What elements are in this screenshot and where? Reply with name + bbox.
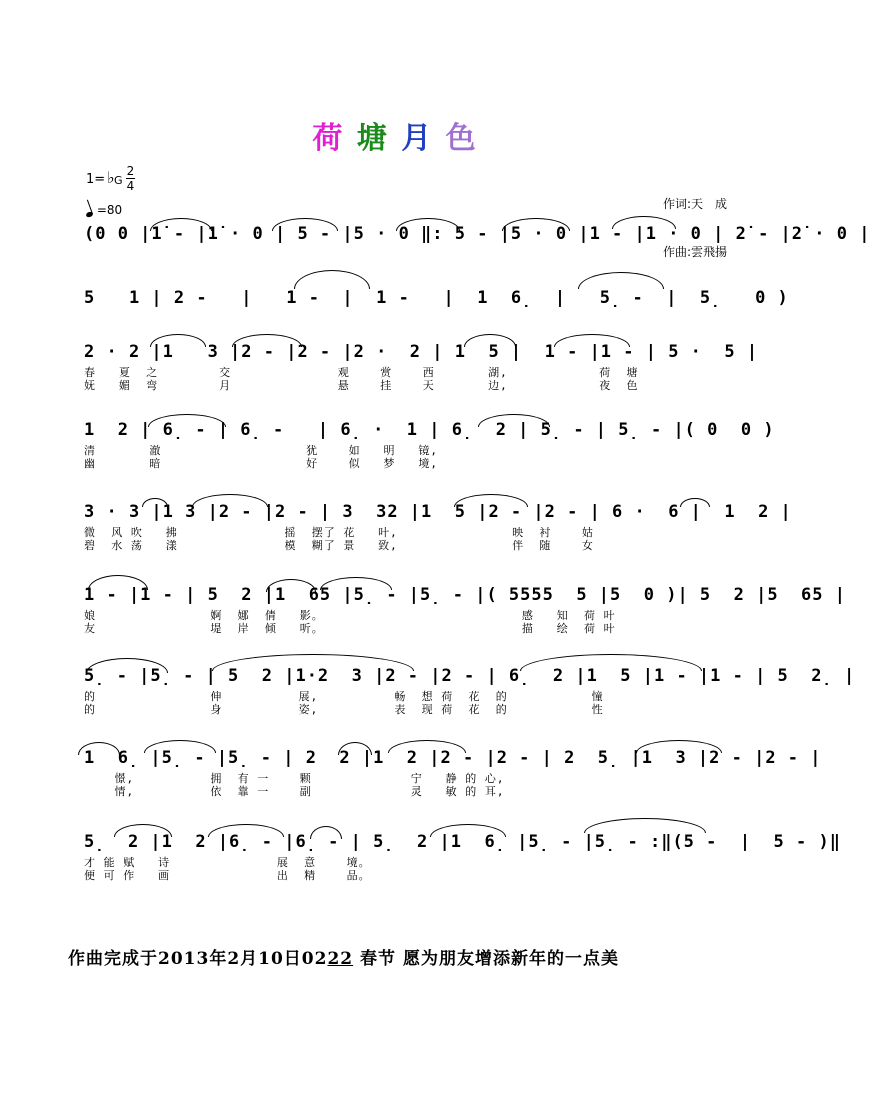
lyricist-credit: 作词:天 成 <box>663 197 728 211</box>
lyrics-verse-2: 的 身 姿, 表 现 荷 花 的 性 <box>84 703 604 716</box>
lyrics-verse-1: 春 夏 之 交 观 赏 西 湖, 荷 塘 <box>84 366 639 379</box>
lyrics-verse-2: 友 堤 岸 倾 听。 描 绘 荷 叶 <box>84 622 616 635</box>
notation-line: (0 0 |1̇ - |1̇ · 0 | 5 - |5 · 0 ‖: 5 - |5 · 0 |1 - |1 · 0 | 2̇ - |2̇ · 0 | <box>84 224 870 244</box>
note-part-2: 22 <box>327 949 354 969</box>
notation-line: 5 1 | 2 - | 1 - | 1 - | 1 6̣ | 5̣ - | 5̣ 0 ) <box>84 288 789 308</box>
staff-system-2 <box>84 278 789 312</box>
key-signature <box>86 164 135 193</box>
staff-system-9 <box>84 822 841 882</box>
title-char-4: 色 <box>445 121 478 156</box>
notation-line: 2 · 2 |1 3 |2 - |2 - |2 · 2 | 1 5 | 1 - |1 - | 5 · 5 | <box>84 342 759 362</box>
lyrics-verse-1: 娘 婀 娜 倩 影。 感 知 荷 叶 <box>84 609 616 622</box>
lyrics-verse-1: 的 伸 展, 畅 想 荷 花 的 憧 <box>84 690 604 703</box>
note-part-1: 作曲完成于2013年2月10日02 <box>68 949 328 969</box>
staff-system-7 <box>84 656 856 716</box>
staff-system-1 <box>84 214 870 248</box>
note-part-3: 春节 愿为朋友增添新年的一点美 <box>353 949 619 969</box>
lyrics-verse-1: 才 能 赋 诗 展 意 境。 <box>84 856 371 869</box>
lyrics-verse-1: 清 澈 犹 如 明 镜, <box>84 444 439 457</box>
lyrics-verse-1: 微 风 吹 拂 摇 摆了 花 叶, 映 衬 姑 <box>84 526 594 539</box>
time-bottom: 4 <box>126 179 135 193</box>
flat-sign: ♭ <box>107 168 115 187</box>
staff-system-5 <box>84 492 792 552</box>
key-prefix: 1= <box>86 172 106 187</box>
notation-line: 5̣ 2 |1 2 |6̣ - |6̣ - | 5̣ 2 |1 6̣ |5̣ - |5̣ - :‖(5 - | 5 - )‖ <box>84 832 841 852</box>
title-char-2: 塘 <box>356 121 389 156</box>
time-signature <box>126 164 135 193</box>
title-char-1: 荷 <box>312 121 345 156</box>
key-note: G <box>114 174 123 187</box>
notation-line: 5̣ - |5̣ - | 5 2 |1·2 3 |2 - |2 - | 6̣ 2 |1 5 |1 - |1 - | 5 2̣ | <box>84 666 856 686</box>
staff-system-6 <box>84 575 846 635</box>
song-title <box>0 113 790 157</box>
staff-system-3 <box>84 332 759 392</box>
composer-credit: 作曲:雲飛揚 <box>663 245 728 259</box>
lyrics-verse-1: 憬, 拥 有 一 颗 宁 静 的 心, <box>84 772 505 785</box>
notation-line: 3 · 3 |1 3 |2 - |2 - | 3 32 |1 5 |2 - |2 - | 6 · 6 | 1 2 | <box>84 502 792 522</box>
lyrics-verse-2: 便 可 作 画 出 精 品。 <box>84 869 371 882</box>
staff-system-8 <box>84 738 822 798</box>
composition-note <box>68 944 619 969</box>
time-top: 2 <box>126 164 135 178</box>
staff-system-4 <box>84 410 775 470</box>
lyrics-verse-2: 妩 媚 弯 月 悬 挂 天 边, 夜 色 <box>84 379 639 392</box>
lyrics-verse-2: 情, 依 靠 一 副 灵 敏 的 耳, <box>84 785 505 798</box>
title-char-3: 月 <box>401 121 434 156</box>
notation-line: 1 6̣ |5̣ - |5̣ - | 2 2 |1 2 |2 - |2 - | 2 5̣ |1 3 |2 - |2 - | <box>84 748 822 768</box>
tempo-text: =80 <box>96 203 123 217</box>
notation-line: 1 2 | 6̣ - | 6̣ - | 6̣ · 1 | 6̣ 2 | 5̣ - | 5̣ - |( 0 0 ) <box>84 420 775 440</box>
lyrics-verse-2: 碧 水 荡 漾 模 糊了 景 致, 伴 随 女 <box>84 539 594 552</box>
lyrics-verse-2: 幽 暗 好 似 梦 境, <box>84 457 439 470</box>
notation-line: 1 - |1 - | 5 2 |1 65 |5̣ - |5̣ - |( 5555 5 |5 0 )| 5 2 |5 65 | <box>84 585 846 605</box>
